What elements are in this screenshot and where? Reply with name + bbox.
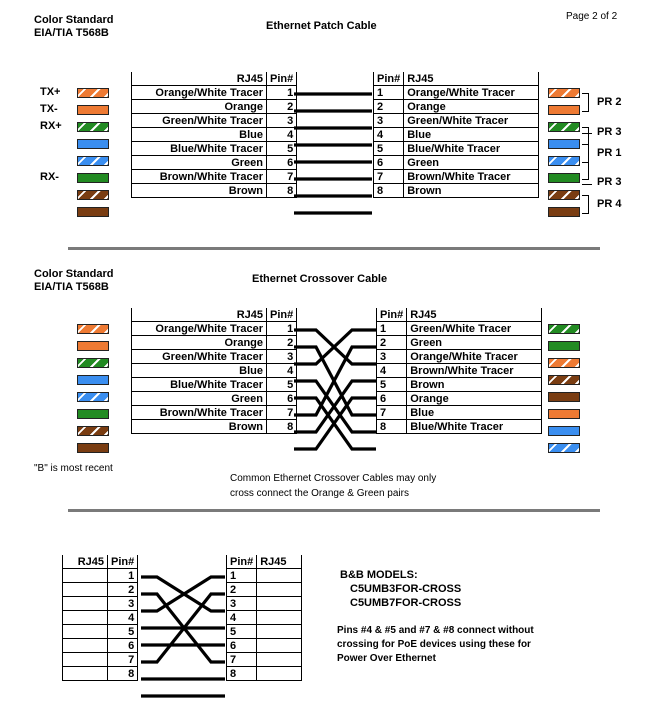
left-wire-swatch	[77, 156, 109, 166]
right-wire-swatch	[548, 392, 580, 402]
connector-header: RJ45	[404, 72, 539, 86]
left-wire-swatch	[77, 190, 109, 200]
pair-label: PR 2	[597, 96, 622, 108]
pin-number: 3	[267, 114, 297, 128]
pin-number: 1	[227, 569, 257, 583]
wire-color-label: Orange/White Tracer	[404, 86, 539, 100]
pair-label: PR 3	[597, 126, 622, 138]
left-wire-swatch	[77, 88, 109, 98]
pin-number: 3	[227, 597, 257, 611]
pin-number: 8	[374, 184, 404, 198]
connector-header: RJ45	[257, 555, 302, 569]
right-wire-swatch	[548, 139, 580, 149]
pair-label: PR 1	[597, 147, 622, 159]
table-row	[377, 378, 542, 392]
pin-number: 2	[267, 100, 297, 114]
right-wire-swatch	[548, 105, 580, 115]
wire-color-label: Green	[407, 336, 542, 350]
signal-label: TX-	[40, 103, 58, 115]
pin-number: 6	[267, 156, 297, 170]
table-row	[227, 569, 302, 583]
right-wire-swatch	[548, 443, 580, 453]
table-row	[374, 142, 539, 156]
wire-color-label	[63, 583, 108, 597]
crossover-color-standard-label: Color Standard	[34, 268, 114, 280]
table-row	[132, 128, 297, 142]
table-row	[63, 625, 138, 639]
table-row	[377, 336, 542, 350]
pin-number: 8	[227, 667, 257, 681]
pin-number: 7	[374, 170, 404, 184]
wire-color-label: Brown/White Tracer	[132, 170, 267, 184]
patch-cable-title: Ethernet Patch Cable	[266, 20, 377, 32]
right-wire-swatch	[548, 426, 580, 436]
pin-number: 3	[377, 350, 407, 364]
table-row	[63, 667, 138, 681]
wire-color-label: Orange	[404, 100, 539, 114]
pin-number: 4	[108, 611, 138, 625]
pin-number: 8	[108, 667, 138, 681]
table-row	[132, 364, 297, 378]
pin-number: 4	[267, 128, 297, 142]
wire-color-label	[63, 569, 108, 583]
pin-number: 8	[377, 420, 407, 434]
pin-number: 5	[108, 625, 138, 639]
pin-header: Pin#	[374, 72, 404, 86]
table-row	[132, 170, 297, 184]
left-wire-swatch	[77, 105, 109, 115]
left-wire-swatch	[77, 122, 109, 132]
table-row	[132, 336, 297, 350]
right-wire-swatch	[548, 173, 580, 183]
table-row	[227, 639, 302, 653]
page-indicator: Page 2 of 2	[566, 11, 618, 22]
wire-color-label	[257, 667, 302, 681]
table-row	[132, 86, 297, 100]
table-row	[132, 350, 297, 364]
pin-number: 1	[108, 569, 138, 583]
pair-tick	[582, 184, 592, 185]
pin-number: 4	[377, 364, 407, 378]
crossover-cable-title: Ethernet Crossover Cable	[252, 273, 388, 285]
models-wires	[141, 555, 226, 715]
table-row	[377, 322, 542, 336]
wire-color-label	[63, 625, 108, 639]
wire-color-label: Blue	[407, 406, 542, 420]
table-row	[377, 364, 542, 378]
pair-bracket	[582, 144, 589, 163]
left-wire-swatch	[77, 207, 109, 217]
wire-color-label: Blue/White Tracer	[132, 378, 267, 392]
right-wire-swatch	[548, 358, 580, 368]
table-row	[374, 170, 539, 184]
wire-color-label: Green/White Tracer	[407, 322, 542, 336]
table-row	[377, 420, 542, 434]
table-row	[374, 156, 539, 170]
wire-color-label: Brown	[407, 378, 542, 392]
wire-color-label: Green	[404, 156, 539, 170]
table-row	[377, 406, 542, 420]
poe-note-line2: crossing for PoE devices using these for	[337, 639, 531, 650]
wire-color-label	[257, 583, 302, 597]
table-row	[132, 100, 297, 114]
left-wire-swatch	[77, 173, 109, 183]
pin-number: 3	[108, 597, 138, 611]
eia-standard-label: EIA/TIA T568B	[34, 27, 109, 39]
pin-number: 1	[267, 322, 297, 336]
pin-number: 3	[374, 114, 404, 128]
left-wire-swatch	[77, 392, 109, 402]
pin-number: 6	[227, 639, 257, 653]
wire-color-label	[257, 569, 302, 583]
wire-color-label: Green	[132, 392, 267, 406]
table-row	[374, 184, 539, 198]
wire-color-label: Green	[132, 156, 267, 170]
pin-number: 5	[377, 378, 407, 392]
pin-header: Pin#	[267, 308, 297, 322]
connector-header: RJ45	[132, 308, 267, 322]
pin-number: 5	[227, 625, 257, 639]
left-wire-swatch	[77, 409, 109, 419]
pair-bracket	[582, 93, 589, 112]
right-wire-swatch	[548, 207, 580, 217]
wire-color-label	[63, 639, 108, 653]
pair-label: PR 3	[597, 176, 622, 188]
table-row	[374, 114, 539, 128]
left-pin-table	[131, 308, 297, 434]
pin-number: 1	[267, 86, 297, 100]
table-row	[227, 597, 302, 611]
table-row	[63, 653, 138, 667]
table-row	[132, 322, 297, 336]
table-row	[132, 406, 297, 420]
section-divider	[68, 247, 600, 250]
wire-color-label	[63, 667, 108, 681]
pin-number: 5	[374, 142, 404, 156]
pin-number: 4	[227, 611, 257, 625]
pin-number: 1	[374, 86, 404, 100]
wire-color-label	[257, 611, 302, 625]
pin-number: 7	[267, 170, 297, 184]
wire-color-label: Blue/White Tracer	[404, 142, 539, 156]
wire-color-label: Brown/White Tracer	[132, 406, 267, 420]
table-row	[227, 611, 302, 625]
pin-number: 6	[108, 639, 138, 653]
left-wire-swatch	[77, 375, 109, 385]
model-1: C5UMB3FOR-CROSS	[350, 583, 462, 595]
crossover-note-line2: cross connect the Orange & Green pairs	[230, 488, 409, 499]
wire-color-label: Brown/White Tracer	[407, 364, 542, 378]
wire-color-label: Orange/White Tracer	[407, 350, 542, 364]
table-row	[132, 114, 297, 128]
table-row	[63, 583, 138, 597]
pin-number: 7	[377, 406, 407, 420]
poe-note-line3: Power Over Ethernet	[337, 653, 436, 664]
table-row	[132, 156, 297, 170]
left-pin-table	[62, 555, 138, 681]
pin-number: 8	[267, 420, 297, 434]
pin-header: Pin#	[108, 555, 138, 569]
table-row	[63, 611, 138, 625]
left-wire-swatch	[77, 341, 109, 351]
left-wire-swatch	[77, 139, 109, 149]
pair-tick	[582, 133, 592, 134]
wire-color-label: Orange	[132, 100, 267, 114]
wire-color-label: Blue/White Tracer	[407, 420, 542, 434]
right-wire-swatch	[548, 341, 580, 351]
pin-number: 6	[377, 392, 407, 406]
left-pin-table	[131, 72, 297, 198]
pin-number: 5	[267, 142, 297, 156]
poe-note-line1: Pins #4 & #5 and #7 & #8 connect without	[337, 625, 534, 636]
pin-number: 5	[267, 378, 297, 392]
b-recent-note: "B" is most recent	[34, 463, 113, 474]
model-2: C5UMB7FOR-CROSS	[350, 597, 462, 609]
pin-number: 2	[377, 336, 407, 350]
table-row	[227, 625, 302, 639]
connector-header: RJ45	[132, 72, 267, 86]
pair-label: PR 4	[597, 198, 622, 210]
left-wire-swatch	[77, 358, 109, 368]
table-row	[132, 142, 297, 156]
pin-number: 1	[377, 322, 407, 336]
wire-color-label: Blue	[132, 364, 267, 378]
right-pin-table	[376, 308, 542, 434]
wire-color-label: Brown	[404, 184, 539, 198]
pin-number: 2	[108, 583, 138, 597]
wire-color-label	[63, 611, 108, 625]
connector-header: RJ45	[63, 555, 108, 569]
table-row	[374, 86, 539, 100]
wire-color-label	[257, 653, 302, 667]
table-row	[132, 378, 297, 392]
right-wire-swatch	[548, 324, 580, 334]
signal-label: TX+	[40, 86, 61, 98]
wire-color-label: Blue	[132, 128, 267, 142]
pin-header: Pin#	[377, 308, 407, 322]
wire-color-label	[257, 625, 302, 639]
table-row	[374, 100, 539, 114]
pin-number: 7	[108, 653, 138, 667]
crossover-note-line1: Common Ethernet Crossover Cables may only	[230, 473, 437, 484]
wire-color-label: Blue	[404, 128, 539, 142]
table-row	[377, 350, 542, 364]
connector-header: RJ45	[407, 308, 542, 322]
wire-color-label: Green/White Tracer	[132, 114, 267, 128]
table-row	[227, 667, 302, 681]
wire-color-label: Green/White Tracer	[404, 114, 539, 128]
pin-number: 4	[267, 364, 297, 378]
table-row	[377, 392, 542, 406]
left-wire-swatch	[77, 324, 109, 334]
right-wire-swatch	[548, 122, 580, 132]
pin-number: 3	[267, 350, 297, 364]
wire-color-label: Green/White Tracer	[132, 350, 267, 364]
pin-number: 7	[227, 653, 257, 667]
pin-number: 6	[267, 392, 297, 406]
table-row	[374, 128, 539, 142]
wire-color-label: Orange/White Tracer	[132, 322, 267, 336]
pin-header: Pin#	[267, 72, 297, 86]
pair-bracket	[582, 195, 589, 214]
patch-wires	[294, 72, 372, 222]
signal-label: RX+	[40, 120, 62, 132]
wire-color-label: Orange/White Tracer	[132, 86, 267, 100]
left-wire-swatch	[77, 443, 109, 453]
right-wire-swatch	[548, 409, 580, 419]
right-pin-table	[226, 555, 302, 681]
wire-color-label	[63, 653, 108, 667]
color-standard-label: Color Standard	[34, 14, 114, 26]
left-wire-swatch	[77, 426, 109, 436]
section-divider	[68, 509, 600, 512]
pin-number: 6	[374, 156, 404, 170]
right-wire-swatch	[548, 156, 580, 166]
models-heading: B&B MODELS:	[340, 569, 418, 581]
table-row	[227, 583, 302, 597]
pin-number: 8	[267, 184, 297, 198]
wire-color-label	[257, 639, 302, 653]
pin-number: 2	[267, 336, 297, 350]
right-wire-swatch	[548, 190, 580, 200]
wire-color-label: Blue/White Tracer	[132, 142, 267, 156]
wire-color-label: Brown	[132, 420, 267, 434]
signal-label: RX-	[40, 171, 59, 183]
right-wire-swatch	[548, 88, 580, 98]
crossover-eia-label: EIA/TIA T568B	[34, 281, 109, 293]
wire-color-label: Orange	[132, 336, 267, 350]
crossover-wires	[294, 308, 376, 468]
right-pin-table	[373, 72, 539, 198]
wire-color-label: Orange	[407, 392, 542, 406]
table-row	[227, 653, 302, 667]
table-row	[63, 597, 138, 611]
wire-color-label	[63, 597, 108, 611]
table-row	[132, 420, 297, 434]
table-row	[132, 184, 297, 198]
wire-color-label: Brown/White Tracer	[404, 170, 539, 184]
pin-number: 7	[267, 406, 297, 420]
table-row	[63, 639, 138, 653]
right-wire-swatch	[548, 375, 580, 385]
pin-header: Pin#	[227, 555, 257, 569]
table-row	[132, 392, 297, 406]
pin-number: 4	[374, 128, 404, 142]
pin-number: 2	[227, 583, 257, 597]
table-row	[63, 569, 138, 583]
wire-color-label	[257, 597, 302, 611]
wire-color-label: Brown	[132, 184, 267, 198]
pin-number: 2	[374, 100, 404, 114]
